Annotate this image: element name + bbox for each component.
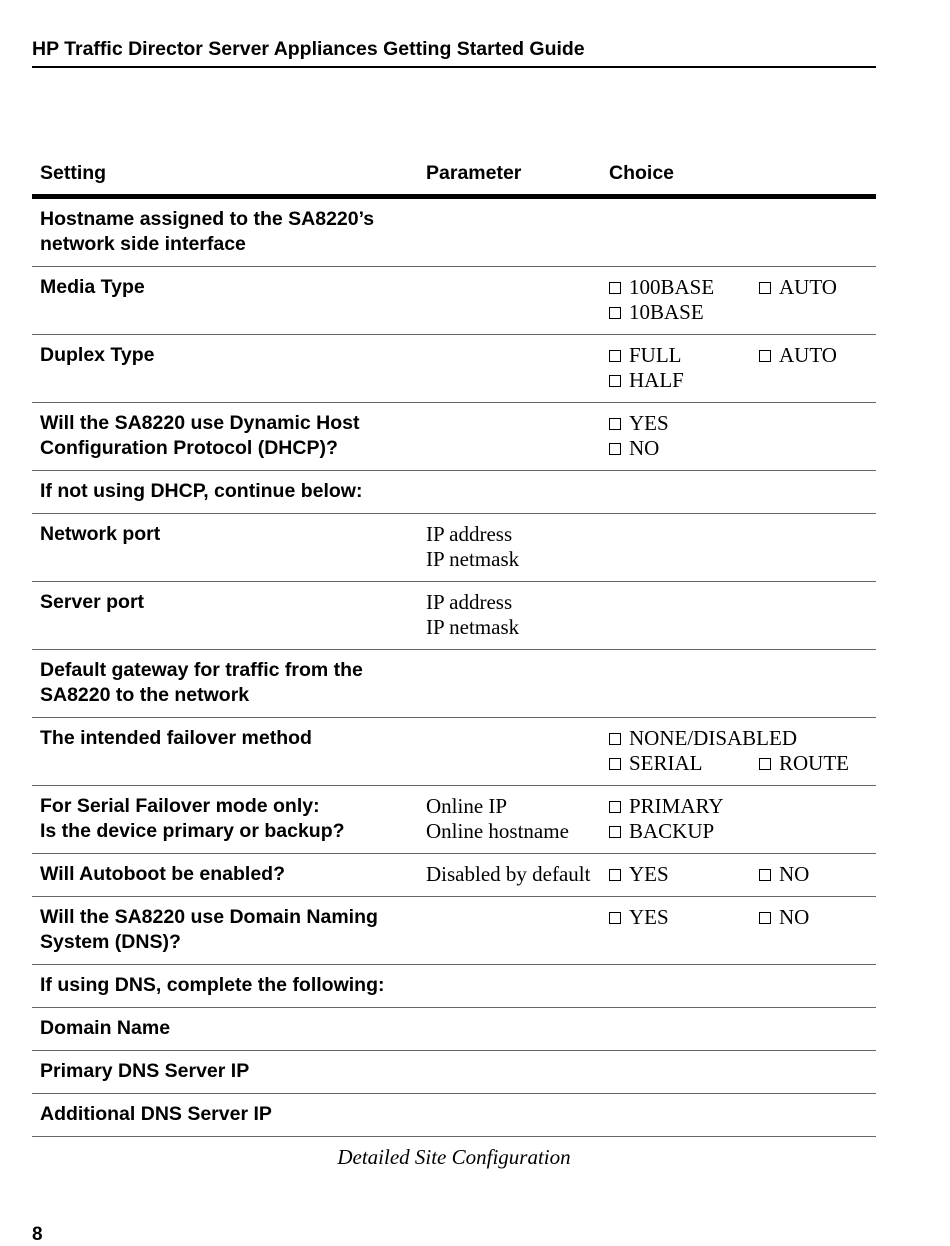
choice-option [759, 275, 837, 300]
setting-text: Duplex Type [40, 344, 155, 366]
choice-label: 10BASE [629, 300, 704, 324]
parameter-cell [418, 335, 601, 403]
choice-line [609, 436, 868, 461]
choice-option [609, 343, 759, 368]
choice-label: YES [629, 905, 669, 929]
checkbox-icon [609, 443, 621, 455]
checkbox-icon [609, 350, 621, 362]
site-configuration-table [32, 152, 876, 1137]
checkbox-icon [759, 869, 771, 881]
setting-text: The intended failover method [40, 727, 312, 749]
table-row [32, 335, 876, 403]
parameter-cell [418, 897, 601, 965]
parameter-text: IP netmask [426, 547, 520, 571]
page-number: 8 [32, 1224, 43, 1245]
checkbox-icon [759, 912, 771, 924]
parameter-cell [418, 650, 601, 718]
choice-option [609, 726, 797, 751]
choice-line [609, 343, 868, 368]
choice-label: NO [779, 862, 810, 886]
parameter-cell [418, 718, 601, 786]
table-row [32, 471, 876, 514]
table-row [32, 650, 876, 718]
setting-cell [32, 786, 418, 854]
choice-label: YES [629, 411, 669, 435]
choice-option [759, 905, 809, 930]
table-row [32, 514, 876, 582]
choice-cell [601, 197, 876, 267]
setting-cell [32, 197, 418, 267]
choice-option [609, 436, 659, 461]
choice-line [609, 905, 868, 930]
setting-text: For Serial Failover mode only: [40, 795, 320, 817]
choice-option [609, 368, 684, 393]
setting-cell [32, 854, 418, 897]
setting-cell [32, 897, 418, 965]
parameter-cell [418, 471, 601, 514]
setting-cell [32, 267, 418, 335]
choice-cell [601, 403, 876, 471]
choice-option [609, 905, 759, 930]
setting-cell [32, 965, 418, 1008]
table-body [32, 197, 876, 1137]
choice-cell [601, 1094, 876, 1137]
table-row [32, 718, 876, 786]
checkbox-icon [609, 375, 621, 387]
parameter-text: Disabled by default [426, 862, 591, 886]
parameter-text: Online IP [426, 794, 508, 818]
checkbox-icon [609, 733, 621, 745]
choice-line [609, 794, 868, 819]
checkbox-icon [609, 282, 621, 294]
choice-line [609, 819, 868, 844]
checkbox-icon [609, 801, 621, 813]
parameter-cell [418, 514, 601, 582]
choice-label: BACKUP [629, 819, 715, 843]
table-row [32, 1008, 876, 1051]
setting-text: Domain Name [40, 1017, 171, 1039]
choice-option [609, 751, 759, 776]
checkbox-icon [759, 350, 771, 362]
table-row [32, 403, 876, 471]
choice-label: HALF [629, 368, 684, 392]
choice-cell [601, 514, 876, 582]
checkbox-icon [609, 758, 621, 770]
table-row [32, 786, 876, 854]
choice-option [609, 275, 759, 300]
setting-cell [32, 335, 418, 403]
choice-label: SERIAL [629, 751, 703, 775]
choice-line [609, 726, 868, 751]
setting-text: System (DNS)? [40, 931, 181, 953]
column-header-setting: Setting [32, 152, 418, 197]
choice-label: YES [629, 862, 669, 886]
table-row [32, 897, 876, 965]
table-row [32, 267, 876, 335]
checkbox-icon [759, 282, 771, 294]
choice-option [609, 862, 759, 887]
choice-line [609, 411, 868, 436]
parameter-text: IP address [426, 590, 513, 614]
column-header-parameter: Parameter [418, 152, 601, 197]
choice-option [759, 751, 849, 776]
choice-label: FULL [629, 343, 682, 367]
choice-option [609, 794, 724, 819]
table-row [32, 1051, 876, 1094]
setting-text: If using DNS, complete the following: [40, 974, 385, 996]
checkbox-icon [609, 912, 621, 924]
setting-cell [32, 471, 418, 514]
choice-label: NO [779, 905, 810, 929]
setting-cell [32, 514, 418, 582]
setting-cell [32, 718, 418, 786]
setting-text: Will the SA8220 use Dynamic Host [40, 412, 360, 434]
parameter-cell [418, 1094, 601, 1137]
setting-text: Additional DNS Server IP [40, 1103, 272, 1125]
setting-text: network side interface [40, 233, 246, 255]
table-caption: Detailed Site Configuration [337, 1145, 571, 1169]
setting-text: Default gateway for traffic from the [40, 659, 363, 681]
checkbox-icon [609, 869, 621, 881]
table-row [32, 854, 876, 897]
setting-text: If not using DHCP, continue below: [40, 480, 363, 502]
choice-cell [601, 267, 876, 335]
choice-cell [601, 897, 876, 965]
choice-label: ROUTE [779, 751, 849, 775]
setting-text: Will the SA8220 use Domain Naming [40, 906, 378, 928]
choice-label: 100BASE [629, 275, 715, 299]
table-row [32, 582, 876, 650]
checkbox-icon [609, 418, 621, 430]
checkbox-icon [759, 758, 771, 770]
choice-cell [601, 965, 876, 1008]
setting-text: Network port [40, 523, 161, 545]
table-row [32, 1094, 876, 1137]
parameter-cell [418, 197, 601, 267]
choice-cell [601, 1008, 876, 1051]
choice-cell [601, 854, 876, 897]
table-row [32, 965, 876, 1008]
setting-text: Is the device primary or backup? [40, 820, 345, 842]
parameter-cell [418, 403, 601, 471]
choice-line [609, 300, 868, 325]
parameter-cell [418, 267, 601, 335]
choice-label: AUTO [779, 343, 837, 367]
choice-line [609, 368, 868, 393]
parameter-cell [418, 1008, 601, 1051]
setting-text: Primary DNS Server IP [40, 1060, 250, 1082]
setting-text: SA8220 to the network [40, 684, 250, 706]
parameter-text: IP netmask [426, 615, 520, 639]
parameter-cell [418, 965, 601, 1008]
setting-cell [32, 1008, 418, 1051]
choice-option [609, 300, 704, 325]
setting-text: Server port [40, 591, 145, 613]
choice-label: NONE/DISABLED [629, 726, 797, 750]
setting-cell [32, 582, 418, 650]
choice-line [609, 751, 868, 776]
choice-line [609, 862, 868, 887]
choice-option [759, 862, 809, 887]
running-header: HP Traffic Director Server Appliances Getting Started Guide [32, 38, 876, 68]
parameter-cell [418, 786, 601, 854]
setting-cell [32, 1094, 418, 1137]
setting-cell [32, 1051, 418, 1094]
parameter-cell [418, 854, 601, 897]
choice-label: AUTO [779, 275, 837, 299]
setting-text: Configuration Protocol (DHCP)? [40, 437, 338, 459]
choice-cell [601, 650, 876, 718]
column-header-choice: Choice [601, 152, 876, 197]
choice-option [609, 411, 669, 436]
setting-cell [32, 403, 418, 471]
checkbox-icon [609, 826, 621, 838]
parameter-text: IP address [426, 522, 513, 546]
choice-cell [601, 1051, 876, 1094]
parameter-cell [418, 582, 601, 650]
parameter-text: Online hostname [426, 819, 569, 843]
choice-label: PRIMARY [629, 794, 724, 818]
checkbox-icon [609, 307, 621, 319]
setting-text: Media Type [40, 276, 145, 298]
choice-cell [601, 718, 876, 786]
setting-text: Hostname assigned to the SA8220’s [40, 208, 375, 230]
choice-cell [601, 471, 876, 514]
choice-line [609, 275, 868, 300]
setting-cell [32, 650, 418, 718]
choice-option [609, 819, 714, 844]
choice-cell [601, 582, 876, 650]
parameter-cell [418, 1051, 601, 1094]
table-row [32, 197, 876, 267]
table-header-row [32, 152, 876, 197]
choice-label: NO [629, 436, 660, 460]
choice-cell [601, 335, 876, 403]
choice-option [759, 343, 837, 368]
setting-text: Will Autoboot be enabled? [40, 863, 285, 885]
choice-cell [601, 786, 876, 854]
